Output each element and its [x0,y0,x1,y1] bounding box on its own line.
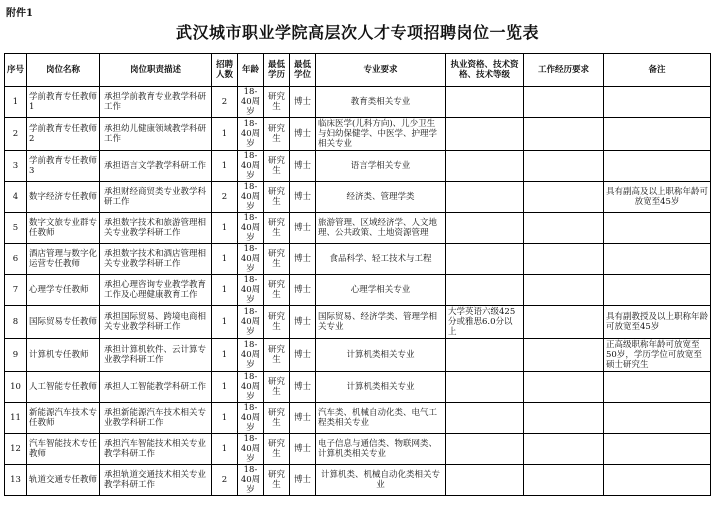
cell-count: 1 [212,306,238,339]
cell-duty: 承担心理咨询专业教学教育工作及心理健康教育工作 [100,275,212,306]
cell-note [604,118,711,151]
recruitment-table [4,53,711,496]
cell-seq: 5 [5,213,27,244]
cell-position: 新能源汽车技术专任教师 [27,403,100,434]
table-row [5,434,711,465]
cell-position: 汽车智能技术专任教师 [27,434,100,465]
cell-qual [446,213,524,244]
cell-qual [446,403,524,434]
cell-degree: 博士 [290,213,316,244]
cell-major: 经济类、管理学类 [316,182,446,213]
cell-edu: 研究生 [264,339,290,372]
cell-position: 学前教育专任教师3 [27,151,100,182]
cell-seq: 1 [5,87,27,118]
cell-seq: 13 [5,465,27,496]
cell-count: 1 [212,213,238,244]
cell-degree: 博士 [290,118,316,151]
cell-exp [524,339,604,372]
cell-note: 具有副教授及以上职称年龄可放宽至45岁 [604,306,711,339]
cell-exp [524,244,604,275]
cell-age: 18-40周岁 [238,306,264,339]
cell-degree: 博士 [290,339,316,372]
table-row [5,465,711,496]
cell-note [604,244,711,275]
cell-count: 1 [212,434,238,465]
cell-position: 数字文旅专业群专任教师 [27,213,100,244]
cell-exp [524,182,604,213]
header-count: 招聘人数 [212,54,238,87]
page-title: 武汉城市职业学院高层次人才专项招聘岗位一览表 [175,23,539,42]
cell-duty: 承担计算机软件、云计算专业教学科研工作 [100,339,212,372]
cell-degree: 博士 [290,372,316,403]
cell-degree: 博士 [290,182,316,213]
cell-edu: 研究生 [264,465,290,496]
cell-seq: 12 [5,434,27,465]
cell-qual [446,434,524,465]
cell-age: 18-40周岁 [238,182,264,213]
header-age: 年龄 [238,54,264,87]
cell-edu: 研究生 [264,213,290,244]
cell-edu: 研究生 [264,118,290,151]
cell-position: 计算机专任教师 [27,339,100,372]
cell-note [604,87,711,118]
cell-seq: 10 [5,372,27,403]
cell-major: 语言学相关专业 [316,151,446,182]
cell-duty: 承担轨道交通技术相关专业教学科研工作 [100,465,212,496]
cell-qual: 大学英语六级425分或雅思6.0分以上 [446,306,524,339]
cell-qual [446,465,524,496]
cell-edu: 研究生 [264,151,290,182]
cell-duty: 承担财经商贸类专业教学科研工作 [100,182,212,213]
cell-degree: 博士 [290,151,316,182]
cell-major: 计算机类相关专业 [316,372,446,403]
cell-note [604,465,711,496]
cell-duty: 承担新能源汽车技术相关专业教学科研工作 [100,403,212,434]
cell-note [604,403,711,434]
table-row [5,87,711,118]
cell-count: 2 [212,87,238,118]
cell-note [604,213,711,244]
cell-position: 心理学专任教师 [27,275,100,306]
cell-duty: 承担幼儿健康领域教学科研工作 [100,118,212,151]
cell-note: 具有副高及以上职称年龄可放宽至45岁 [604,182,711,213]
header-exp: 工作经历要求 [524,54,604,87]
cell-count: 2 [212,465,238,496]
cell-degree: 博士 [290,244,316,275]
cell-degree: 博士 [290,403,316,434]
cell-count: 1 [212,339,238,372]
cell-seq: 4 [5,182,27,213]
cell-position: 学前教育专任教师2 [27,118,100,151]
cell-count: 1 [212,118,238,151]
cell-qual [446,372,524,403]
cell-exp [524,118,604,151]
cell-edu: 研究生 [264,182,290,213]
cell-major: 教育类相关专业 [316,87,446,118]
cell-age: 18-40周岁 [238,244,264,275]
cell-major: 计算机类、机械自动化类相关专业 [316,465,446,496]
cell-major: 食品科学、轻工技术与工程 [316,244,446,275]
cell-qual [446,87,524,118]
cell-exp [524,465,604,496]
cell-major: 电子信息与通信类、物联网类、计算机类相关专业 [316,434,446,465]
cell-age: 18-40周岁 [238,151,264,182]
table-row [5,213,711,244]
cell-degree: 博士 [290,465,316,496]
cell-seq: 8 [5,306,27,339]
cell-duty: 承担学前教育专业教学科研工作 [100,87,212,118]
table-row [5,118,711,151]
cell-major: 计算机类相关专业 [316,339,446,372]
cell-count: 2 [212,182,238,213]
cell-edu: 研究生 [264,306,290,339]
cell-major: 汽车类、机械自动化类、电气工程类相关专业 [316,403,446,434]
cell-note [604,275,711,306]
cell-count: 1 [212,244,238,275]
cell-position: 学前教育专任教师1 [27,87,100,118]
cell-duty: 承担汽车智能技术相关专业教学科研工作 [100,434,212,465]
cell-major: 临床医学(儿科方向)、儿少卫生与妇幼保健学、中医学、护理学相关专业 [316,118,446,151]
cell-degree: 博士 [290,306,316,339]
header-edu: 最低学历 [264,54,290,87]
cell-exp [524,403,604,434]
cell-qual [446,339,524,372]
cell-degree: 博士 [290,434,316,465]
table-row [5,403,711,434]
cell-age: 18-40周岁 [238,434,264,465]
table-row [5,275,711,306]
cell-edu: 研究生 [264,275,290,306]
cell-position: 数字经济专任教师 [27,182,100,213]
cell-edu: 研究生 [264,403,290,434]
cell-qual [446,244,524,275]
cell-edu: 研究生 [264,372,290,403]
cell-note [604,372,711,403]
table-row [5,182,711,213]
cell-qual [446,275,524,306]
header-note: 备注 [604,54,711,87]
cell-exp [524,151,604,182]
cell-duty: 承担语言文学教学科研工作 [100,151,212,182]
cell-count: 1 [212,151,238,182]
cell-exp [524,372,604,403]
cell-seq: 3 [5,151,27,182]
header-major: 专业要求 [316,54,446,87]
table-row [5,244,711,275]
table-row [5,306,711,339]
cell-note [604,151,711,182]
cell-count: 1 [212,275,238,306]
cell-age: 18-40周岁 [238,87,264,118]
cell-qual [446,182,524,213]
cell-age: 18-40周岁 [238,372,264,403]
cell-duty: 承担数字技术和旅游管理相关专业教学科研工作 [100,213,212,244]
cell-age: 18-40周岁 [238,275,264,306]
cell-seq: 2 [5,118,27,151]
cell-age: 18-40周岁 [238,118,264,151]
cell-position: 国际贸易专任教师 [27,306,100,339]
cell-count: 1 [212,403,238,434]
cell-age: 18-40周岁 [238,339,264,372]
header-row [5,54,711,87]
cell-major: 心理学相关专业 [316,275,446,306]
cell-degree: 博士 [290,275,316,306]
cell-exp [524,434,604,465]
cell-qual [446,118,524,151]
table-row [5,339,711,372]
header-seq: 序号 [5,54,27,87]
header-position: 岗位名称 [27,54,100,87]
cell-qual [446,151,524,182]
cell-age: 18-40周岁 [238,213,264,244]
cell-exp [524,306,604,339]
cell-seq: 11 [5,403,27,434]
cell-seq: 6 [5,244,27,275]
cell-duty: 承担国际贸易、跨境电商相关专业教学科研工作 [100,306,212,339]
cell-position: 轨道交通专任教师 [27,465,100,496]
cell-edu: 研究生 [264,244,290,275]
attachment-label: 附件1 [6,8,33,19]
cell-note [604,434,711,465]
cell-edu: 研究生 [264,434,290,465]
cell-major: 国际贸易、经济学类、管理学相关专业 [316,306,446,339]
cell-duty: 承担数字技术和酒店管理相关专业教学科研工作 [100,244,212,275]
cell-age: 18-40周岁 [238,403,264,434]
cell-position: 人工智能专任教师 [27,372,100,403]
cell-seq: 7 [5,275,27,306]
header-duty: 岗位职责描述 [100,54,212,87]
cell-edu: 研究生 [264,87,290,118]
table-row [5,372,711,403]
cell-exp [524,213,604,244]
cell-age: 18-40周岁 [238,465,264,496]
header-degree: 最低学位 [290,54,316,87]
table-row [5,151,711,182]
cell-duty: 承担人工智能教学科研工作 [100,372,212,403]
cell-note: 正高级职称年龄可放宽至50岁，学历学位可放宽至硕士研究生 [604,339,711,372]
cell-exp [524,275,604,306]
cell-position: 酒店管理与数字化运营专任教师 [27,244,100,275]
cell-major: 旅游管理、区域经济学、人文地理、公共政策、土地资源管理 [316,213,446,244]
cell-degree: 博士 [290,87,316,118]
header-qual: 执业资格、技术资格、技术等级 [446,54,524,87]
cell-count: 1 [212,372,238,403]
cell-seq: 9 [5,339,27,372]
cell-exp [524,87,604,118]
